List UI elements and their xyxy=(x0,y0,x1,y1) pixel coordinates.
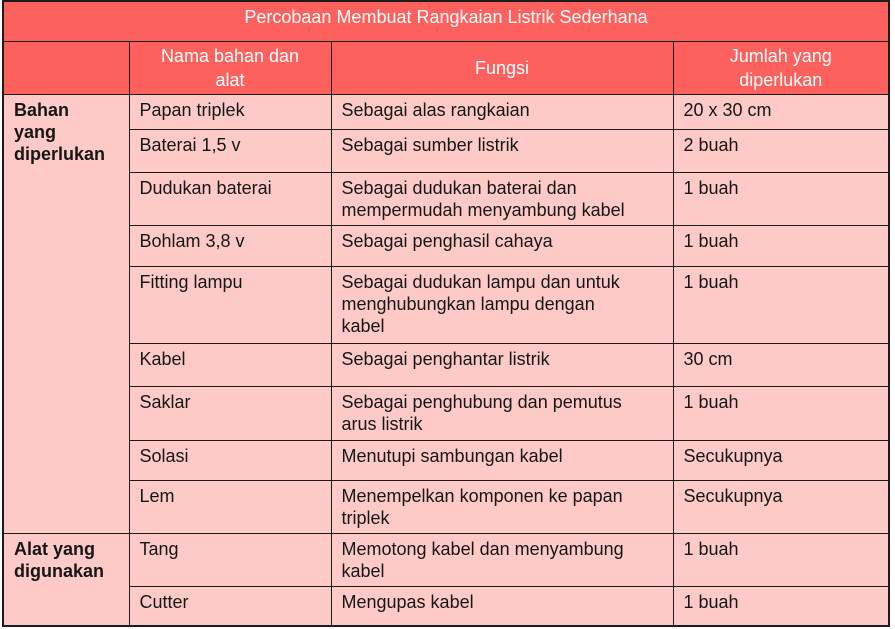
row-group-label-alat xyxy=(3,533,129,626)
cell-name-text: Fitting lampu xyxy=(139,271,243,292)
cell-jumlah-text: Secukupnya xyxy=(683,445,783,466)
cell-fungsi xyxy=(331,266,673,343)
cell-fungsi xyxy=(331,225,673,266)
cell-fungsi xyxy=(331,440,673,480)
cell-jumlah-text: 20 x 30 cm xyxy=(683,99,772,120)
cell-name-text: Kabel xyxy=(139,348,186,369)
cell-fungsi xyxy=(331,480,673,533)
table-row xyxy=(3,94,889,129)
materials-table xyxy=(2,0,890,627)
cell-name-text: Saklar xyxy=(139,391,191,412)
table-row xyxy=(3,533,889,586)
table-row xyxy=(3,586,889,626)
cell-jumlah xyxy=(673,129,889,172)
header-fungsi xyxy=(331,41,673,94)
cell-name xyxy=(129,343,331,386)
cell-fungsi-text: Memotong kabel dan menyambung kabel xyxy=(341,538,624,581)
cell-jumlah-text: 1 buah xyxy=(683,271,739,292)
cell-fungsi-text: Sebagai dudukan lampu dan untuk menghubungkan lampu dengan kabel xyxy=(341,271,620,336)
cell-jumlah xyxy=(673,480,889,533)
cell-name-text: Lem xyxy=(139,485,175,506)
cell-fungsi-text: Sebagai alas rangkaian xyxy=(341,99,530,120)
cell-name xyxy=(129,480,331,533)
cell-jumlah xyxy=(673,533,889,586)
cell-name-text: Papan triplek xyxy=(139,99,245,120)
cell-fungsi-text: Mengupas kabel xyxy=(341,591,474,612)
cell-fungsi xyxy=(331,94,673,129)
cell-jumlah-text: 1 buah xyxy=(683,538,739,559)
cell-jumlah-text: 1 buah xyxy=(683,391,739,412)
cell-name xyxy=(129,586,331,626)
cell-fungsi-text: Sebagai penghubung dan pemutus arus listrik xyxy=(341,391,622,434)
cell-jumlah xyxy=(673,225,889,266)
cell-name xyxy=(129,266,331,343)
cell-jumlah xyxy=(673,94,889,129)
header-jumlah xyxy=(673,41,889,94)
cell-fungsi-text: Sebagai penghasil cahaya xyxy=(341,230,553,251)
cell-jumlah-text: 2 buah xyxy=(683,134,739,155)
header-nama-bahan xyxy=(129,41,331,94)
cell-name xyxy=(129,440,331,480)
row-group-label-text: Alat yang digunakan xyxy=(14,538,105,581)
cell-fungsi-text: Sebagai dudukan baterai dan mempermudah menyambung kabel xyxy=(341,177,625,220)
cell-name-text: Tang xyxy=(139,538,179,559)
cell-jumlah-text: 30 cm xyxy=(683,348,733,369)
row-group-label-bahan xyxy=(3,94,129,533)
cell-jumlah xyxy=(673,266,889,343)
cell-name xyxy=(129,533,331,586)
table-row xyxy=(3,172,889,225)
cell-jumlah-text: Secukupnya xyxy=(683,485,783,506)
cell-name xyxy=(129,225,331,266)
cell-name xyxy=(129,172,331,225)
cell-fungsi xyxy=(331,586,673,626)
cell-name xyxy=(129,129,331,172)
header-corner-cell xyxy=(3,41,129,94)
cell-fungsi xyxy=(331,533,673,586)
cell-name xyxy=(129,386,331,440)
cell-name xyxy=(129,94,331,129)
cell-jumlah xyxy=(673,586,889,626)
cell-name-text: Bohlam 3,8 v xyxy=(139,230,245,251)
table-row xyxy=(3,225,889,266)
cell-jumlah-text: 1 buah xyxy=(683,177,739,198)
cell-name-text: Solasi xyxy=(139,445,189,466)
cell-jumlah xyxy=(673,343,889,386)
table-row xyxy=(3,129,889,172)
cell-fungsi-text: Sebagai sumber listrik xyxy=(341,134,519,155)
table-row xyxy=(3,480,889,533)
row-group-label-text: Bahan yang diperlukan xyxy=(14,99,106,164)
cell-jumlah xyxy=(673,172,889,225)
cell-fungsi xyxy=(331,172,673,225)
cell-name-text: Dudukan baterai xyxy=(139,177,272,198)
cell-fungsi-text: Menempelkan komponen ke papan triplek xyxy=(341,485,623,528)
cell-jumlah-text: 1 buah xyxy=(683,591,739,612)
table-row xyxy=(3,440,889,480)
cell-fungsi-text: Menutupi sambungan kabel xyxy=(341,445,563,466)
cell-name-text: Cutter xyxy=(139,591,189,612)
cell-jumlah xyxy=(673,440,889,480)
table-title-row xyxy=(3,1,889,41)
cell-jumlah xyxy=(673,386,889,440)
table-row xyxy=(3,266,889,343)
cell-fungsi-text: Sebagai penghantar listrik xyxy=(341,348,550,369)
header-nama-bahan-label: Nama bahan dan alat xyxy=(160,45,300,90)
header-fungsi-label: Fungsi xyxy=(474,57,530,78)
header-jumlah-label: Jumlah yang diperlukan xyxy=(729,45,832,90)
cell-fungsi xyxy=(331,386,673,440)
cell-fungsi xyxy=(331,343,673,386)
table-row xyxy=(3,343,889,386)
table-title: Percobaan Membuat Rangkaian Listrik Sederhana xyxy=(3,1,889,41)
cell-jumlah-text: 1 buah xyxy=(683,230,739,251)
cell-name-text: Baterai 1,5 v xyxy=(139,134,241,155)
table-header-row xyxy=(3,41,889,94)
cell-fungsi xyxy=(331,129,673,172)
table-row xyxy=(3,386,889,440)
